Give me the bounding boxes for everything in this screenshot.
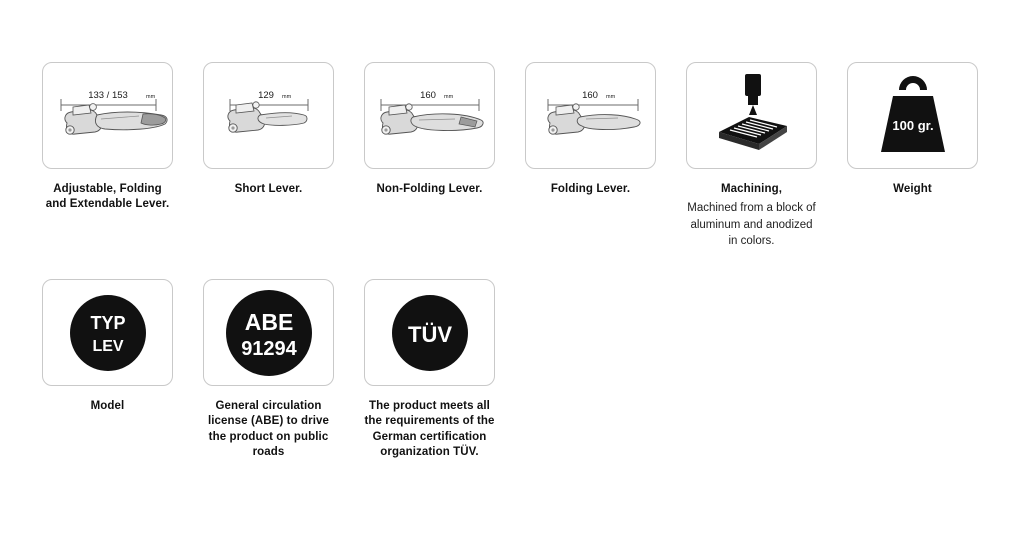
feature-item-folding-lever [525,62,656,197]
abe-card [203,279,334,386]
feature-caption: Short Lever. [234,183,303,195]
lever-drawing [381,104,483,134]
feature-grid [42,62,982,460]
feature-caption: Adjustable, Folding and Extendable Lever. [45,183,170,211]
feature-item-tuv [364,279,495,460]
feature-caption: Machining, [720,183,783,195]
lever-non-folding-icon [365,63,494,168]
dimension-unit: mm [282,94,292,100]
dimension-value: 160 [420,90,436,101]
feature-caption: Non-Folding Lever. [376,183,483,195]
abe-badge-line2: 91294 [240,337,297,360]
feature-item-adjustable-lever [42,62,173,212]
lever-card [525,62,656,169]
feature-item-abe [203,279,334,460]
feature-caption: The product meets all the requirements of the German certification organization TÜV. [364,400,495,458]
feature-item-non-folding-lever [364,62,495,197]
weight-label: 100 gr. [891,117,934,133]
dimension-value: 160 [582,90,598,101]
tuv-badge-line1: TÜV [407,321,452,347]
feature-item-weight [847,62,978,197]
lever-folding-icon [526,63,655,168]
weight-card [847,62,978,169]
weight-icon [861,68,965,164]
feature-item-short-lever [203,62,334,197]
feature-subcaption: Machined from a block of aluminum and anodized in colors. [687,202,816,247]
machining-card [686,62,817,169]
feature-row-2 [42,279,982,460]
abe-badge-icon [210,283,328,383]
lever-card [364,62,495,169]
feature-item-model [42,279,173,414]
tuv-badge-icon [380,285,480,381]
model-badge-line2: LEV [91,337,124,355]
feature-caption: Weight [893,183,932,195]
dimension-value: 133 / 153 [88,90,128,101]
lever-drawing [65,104,167,135]
lever-short-icon [204,63,333,168]
lever-adjustable-icon [43,63,172,168]
dimension-value: 129 [258,90,274,101]
abe-badge-line1: ABE [244,308,293,335]
model-badge-line1: TYP [89,312,126,333]
lever-card [42,62,173,169]
feature-caption: General circulation license (ABE) to drive the product on public roads [207,400,330,458]
tuv-card [364,279,495,386]
feature-item-machining [686,62,817,249]
model-badge-icon [58,285,158,381]
feature-caption: Model [90,400,125,413]
feature-row-1 [42,62,982,249]
lever-drawing [548,104,640,134]
lever-drawing [228,102,307,132]
dimension-unit: mm [606,94,616,100]
lever-card [203,62,334,169]
model-card [42,279,173,386]
dimension-unit: mm [146,94,156,100]
dimension-unit: mm [444,94,454,100]
feature-caption: Folding Lever. [550,183,631,195]
cnc-machining-icon [697,68,807,164]
